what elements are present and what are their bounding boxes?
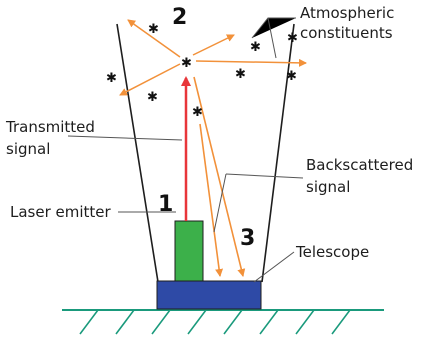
ground-hatching bbox=[80, 310, 350, 334]
particle: ✱ bbox=[192, 105, 203, 120]
step-number-1: 1 bbox=[158, 192, 174, 217]
label-backscattered-line1: Backscattered bbox=[306, 156, 414, 174]
fov-left-edge bbox=[117, 24, 158, 282]
atmospheric-particles bbox=[106, 22, 298, 120]
label-transmitted-line1: Transmitted bbox=[6, 118, 95, 136]
laser-emitter-box bbox=[175, 221, 203, 281]
step-number-3: 3 bbox=[240, 226, 256, 251]
scatter-arrow-up-right bbox=[193, 35, 234, 55]
leader-backscattered bbox=[226, 174, 303, 178]
particle: ✱ bbox=[148, 22, 159, 37]
particle: ✱ bbox=[106, 71, 117, 86]
label-atmospheric-line1: Atmospheric bbox=[300, 4, 395, 22]
label-telescope: Telescope bbox=[296, 243, 370, 261]
particle: ✱ bbox=[250, 40, 261, 55]
particle: ✱ bbox=[147, 90, 158, 105]
leader-transmitted bbox=[68, 136, 182, 140]
label-laser-emitter: Laser emitter bbox=[10, 203, 111, 221]
step-number-2: 2 bbox=[172, 5, 188, 30]
particle: ✱ bbox=[235, 67, 246, 82]
label-backscattered-line2: signal bbox=[306, 178, 351, 196]
label-atmospheric-line2: constituents bbox=[300, 24, 393, 42]
label-transmitted-line2: signal bbox=[6, 140, 51, 158]
telescope-box bbox=[157, 281, 261, 309]
leader-telescope bbox=[254, 252, 294, 282]
particle: ✱ bbox=[286, 69, 297, 84]
particle-main: ✱ bbox=[181, 56, 192, 71]
particle: ✱ bbox=[287, 31, 298, 46]
